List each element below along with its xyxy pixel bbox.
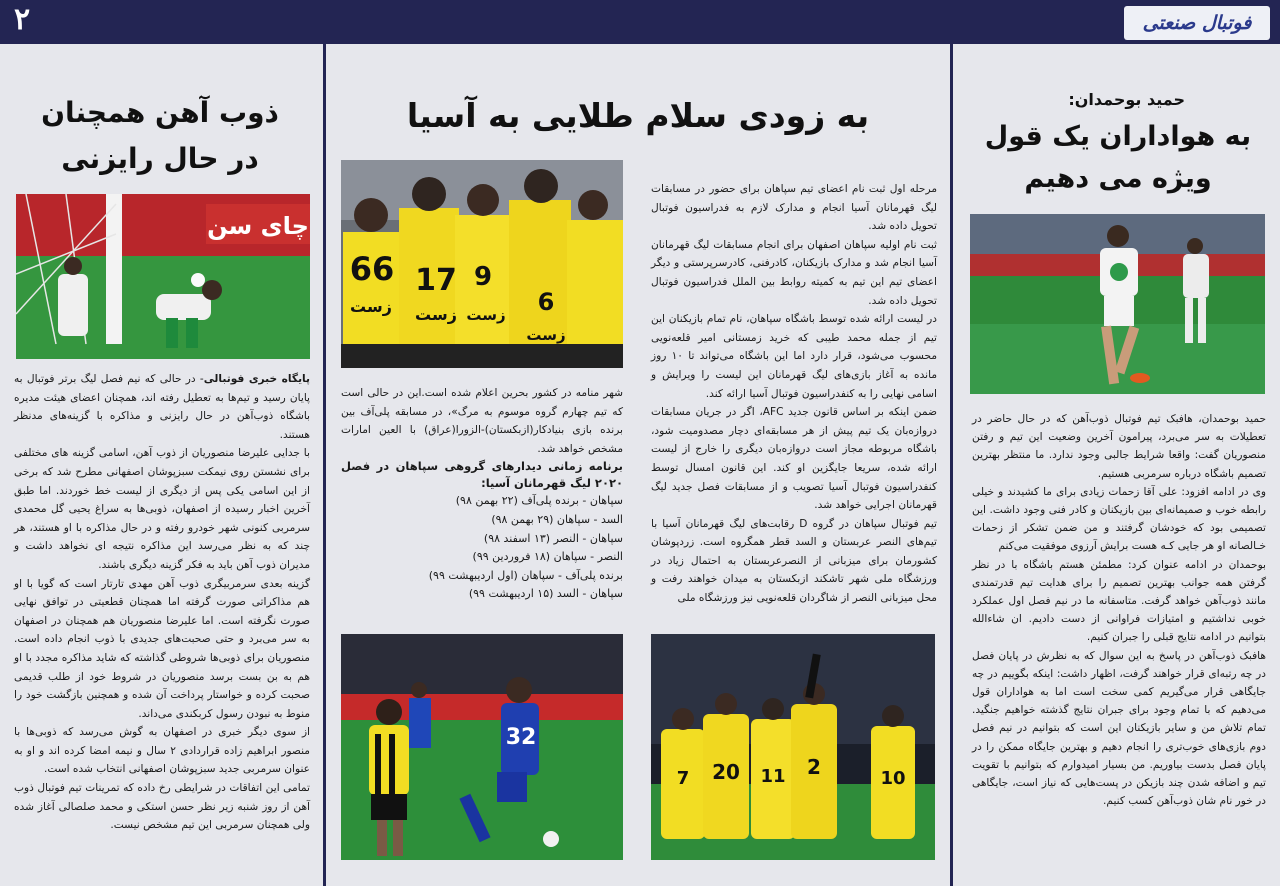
- headline-line: به هواداران یک قول: [984, 121, 1252, 152]
- column-divider-right: [950, 44, 953, 886]
- photo-sepahan-celebration: [341, 160, 623, 368]
- publication-logo: فوتبال صنعتی: [1124, 6, 1270, 40]
- paragraph: تمامی این اتفاقات در شرایطی رخ داده که تمرینات تیم فوتبال ذوب آهن از روز شنبه زیر نظر حسن استکی و محمد صلصالی آغاز شده ولی همچنان سرمربی این تیم مشخص نیست.: [14, 782, 310, 832]
- paragraph: ضمن اینکه بر اساس قانون جدید AFC، اگر در جریان مسابقات دروازه‌بان یک تیم پیش از هر مسابقه‌ای دچار مصدومیت شود، باشگاه مربوطه مجاز است دروازه‌بان دیگری را خارج از لیست ارائه شده، سریعا جایگزین او کند. این قانون امسال توسط کنفدراسیون فوتبال آسیا تصویب و از مسابقات فصل جدید لیگ قهرمانان اجرایی خواهد شد.: [651, 406, 937, 512]
- column-divider-left: [323, 44, 326, 886]
- article-headline: [968, 116, 1268, 200]
- schedule-list: [341, 492, 623, 604]
- jersey-number: 32: [505, 725, 537, 750]
- paragraph: تیم فوتبال سپاهان در گروه D رقابت‌های لیگ قهرمانان آسیا با تیم‌های النصر عربستان و السد قطر همگروه است. زردپوشان کشورمان برای میزبانی از النصرعربستان به احتمال زیاد در ورزشگاه ملی شهر تاشکند ازبکستان به میدان خواهند رفت و محل میزبانی النصر از شاگردان قلعه‌نویی نیز ورزشگاه ملی: [651, 517, 937, 605]
- photo-sepahan-players: [651, 634, 935, 860]
- shirt-sponsor: زست: [350, 297, 392, 316]
- paragraph: هافبک ذوب‌آهن در پاسخ به این سوال که به نظرش در پایان فصل در چه رتبه‌ای قرار خواهند گرفت، اظهار داشت: اینکه بگوییم در چه جایگاهی قرار می‌گیریم کمی سخت است اما به هواداران قول می‌دهیم که با تمام وجود برای جبران نتایج گذشته خواهیم جنگید. تمام تلاش من و سایر بازیکنان این است که بتوانیم در نیم فصل دوم بازی‌های خوب‌تری را انجام دهیم و بهترین جایگاه ممکن را در پایان فصل بدست بیاوریم. من بسیار امیدوارم که بتوانیم با تقویت تیم و اضافه شدن چند بازیکن در پست‌هایی که نیاز است، جایگاهی در خور نام شان ذوب‌آهن کسب کنیم.: [972, 649, 1266, 808]
- schedule-item: السد - سپاهان (۲۹ بهمن ۹۸): [491, 512, 623, 526]
- paragraph: بوحمدان در ادامه عنوان کرد: مطمئن هستم باشگاه با در نظر گرفتن همه جوانب بهترین تصمیم را برای هدایت تیم قدرتمندی مانند ذوب‌آهن خواهد گرفت. متاسفانه ما در نیم فصل اول عملکرد خوبی نداشتیم و امتیازات فراوانی از دست دادیم. ان شاءالله بتوانیم در ادامه نتایج قبلی را جبران کنیم.: [972, 558, 1266, 644]
- schedule-title: برنامه زمانی دیدارهای گروهی سپاهان در فصل ۲۰۲۰ لیگ قهرمانان آسیا:: [341, 459, 623, 491]
- jersey-number: 66: [349, 250, 395, 288]
- jersey-number: 7: [676, 768, 690, 789]
- photo-bouhamdan: [970, 214, 1265, 394]
- paragraph: شهر منامه در کشور بحرین اعلام شده است.این در حالی است که تیم چهارم گروه موسوم به مرگ»، در مسابقه پلی‌آف بین برنده بازی بنیادکار(ازبکستان)-الزورا(عراق) با العین امارات مشخص خواهد شد.: [341, 387, 623, 455]
- paragraph: وی در ادامه افزود: علی آقا زحمات زیادی برای ما کشیدند و خیلی رابطه خوب و صمیمانه‌ای بین بازیکنان و کادر فنی وجود داشت. این تصمیمی بود که خودشان گرفتند و من ضمن تشکر از زحمات خـالصانه او هر جایی کـه هست برایش آرزوی موفقیت می‌کنم: [972, 485, 1266, 553]
- shirt-sponsor: زست: [466, 306, 506, 324]
- shirt-sponsor: زست: [526, 326, 566, 344]
- paragraph: در لیست ارائه شده توسط باشگاه سپاهان، نام تمام بازیکنان این تیم از جمله محمد طیبی که خرید زمستانی امیر قلعه‌نویی محسوب می‌شود، قرار دارد اما این باشگاه می‌تواند تا ۱۰ روز مانده به آغاز بازی‌های لیگ قهرمانان این لیست را ویرایش و اسامی نهایی را به کنفدراسیون فوتبال آسیا ارائه کند.: [651, 313, 937, 400]
- article-headline: [10, 90, 310, 182]
- jersey-number: 20: [712, 760, 740, 784]
- page-number: ۲: [14, 2, 31, 37]
- article-kicker: حمید بوحمدان:: [1068, 90, 1185, 109]
- article-body: [972, 410, 1266, 810]
- top-bar: [0, 0, 1280, 44]
- lead-text: - در حالی که نیم فصل لیگ برتر فوتبال به پایان رسید و تیم‌ها به تعطیل رفته اند، همچنان اعضای هیئت مدیره باشگاه ذوب‌آهن در حال رایزنی و مذاکره با گزینه‌های مدنظر هستند.: [14, 373, 310, 441]
- schedule-item: سپاهان - برنده پلی‌آف (۲۲ بهمن ۹۸): [455, 494, 623, 508]
- article-body-right: [651, 180, 937, 608]
- article-left: [0, 44, 322, 886]
- article-body: [14, 370, 310, 835]
- paragraph: مرحله اول ثبت نام اعضای تیم سپاهان برای حضور در مسابقات لیگ قهرمانان آسیا انجام و مدارک لازم به فدراسیون فوتبال تحویل داده شد.: [651, 183, 937, 233]
- jersey-number: 6: [537, 288, 555, 316]
- photo-zobahan-player-down: [16, 194, 310, 359]
- schedule-item: سپاهان - السد (۱۵ اردیبهشت ۹۹): [468, 587, 623, 601]
- source-label: پایگاه خبری فوتبالی: [203, 373, 311, 385]
- jersey-number: 11: [760, 766, 786, 787]
- headline-line: ویژه می دهیم: [1024, 163, 1212, 194]
- banner-text: چای سن: [207, 212, 309, 240]
- schedule-item: النصر - سپاهان (۱۸ فروردین ۹۹): [472, 550, 623, 564]
- paragraph: از سوی دیگر خبری در اصفهان به گوش می‌رسد که ذوبی‌ها با منصور ابراهیم زاده قراردادی ۲ سال و نیمه امضا کرده اند و او به عنوان سرمربی جدید سبزپوشان اصفهانی انتخاب شده است.: [14, 726, 310, 776]
- article-right: [955, 44, 1280, 886]
- headline-line: ذوب آهن همچنان: [41, 96, 279, 129]
- article-headline: به زودی سلام طلایی به آسیا: [406, 96, 870, 135]
- schedule-item: برنده پلی‌آف - سپاهان (اول اردیبهشت ۹۹): [428, 568, 623, 582]
- jersey-number: 10: [880, 768, 906, 789]
- paragraph: گزینه بعدی سرمربیگری ذوب آهن مهدی تارتار است که گویا با او هم مذاکراتی صورت گرفته اما همچنان قطعیتی در توافق نهایی صورت نگرفته است. اما علیرضا منصوریان هم همچنان در اصفهان به سر می‌برد و حتی صحبت‌های جدیدی با ذوب انجام داده است. منصوریان برای ذوبی‌ها شروطی گذاشته که شاید مذاکره مجدد با او هم به بن بست برسد منصوریان در شروط خود از طلب قدیمی صحبت کرده و خواستار پرداخت آن شده و همچنین بازگشت خود را منوط به نبودن رسول کربکندی می‌داند.: [14, 577, 310, 720]
- article-body-left: [341, 384, 623, 604]
- jersey-number: 9: [473, 262, 493, 292]
- jersey-number: 2: [807, 755, 821, 779]
- article-middle: [327, 44, 949, 886]
- shirt-sponsor: زست: [415, 305, 457, 324]
- headline-line: در حال رایزنی: [61, 142, 259, 175]
- photo-match-action: [341, 634, 623, 860]
- jersey-number: 17: [415, 263, 457, 298]
- paragraph: با جدایی علیرضا منصوریان از ذوب آهن، اسامی گزینه های مختلفی برای نشستن روی نیمکت سبزپوشان اصفهانی مطرح شد که برخی از این اسامی یکی پس از دیگری از لیست خط خوردند. اما طبق آخرین اخبار رسیده از اصفهان، ذوبی‌ها به سراغ یحیی گل محمدی سرمربی کنونی شهر خودرو رفته و در حال مذاکره با او هستند، هر چند که به نظر می‌رسد این مذاکره نتیجه ای نخواهد داشت و مدیران ذوب آهن باید به فکر گزینه دیگری باشند.: [14, 447, 310, 571]
- paragraph: ثبت نام اولیه سپاهان اصفهان برای انجام مسابقات لیگ قهرمانان آسیا انجام شد و مدارک بازیکنان، کادرفنی، کادرسرپرستی و دیگر اعضای تیم این تیم به کمیته روابط بین الملل فدراسیون فوتبال تحویل داده شد.: [651, 238, 937, 307]
- lead-paragraph: [14, 370, 310, 444]
- paragraph: حمید بوحمدان، هافبک تیم فوتبال ذوب‌آهن که در حال حاضر در تعطیلات به سر می‌برد، پیرامون آخرین وضعیت این تیم و رفتن منصوریان گفت: واقعا شرایط جالبی وجود ندارد. ما منتظر بهترین تصمیم باشگاه درباره سرمربی هستیم.: [972, 413, 1266, 480]
- schedule-item: سپاهان - النصر (۱۳ اسفند ۹۸): [483, 531, 623, 545]
